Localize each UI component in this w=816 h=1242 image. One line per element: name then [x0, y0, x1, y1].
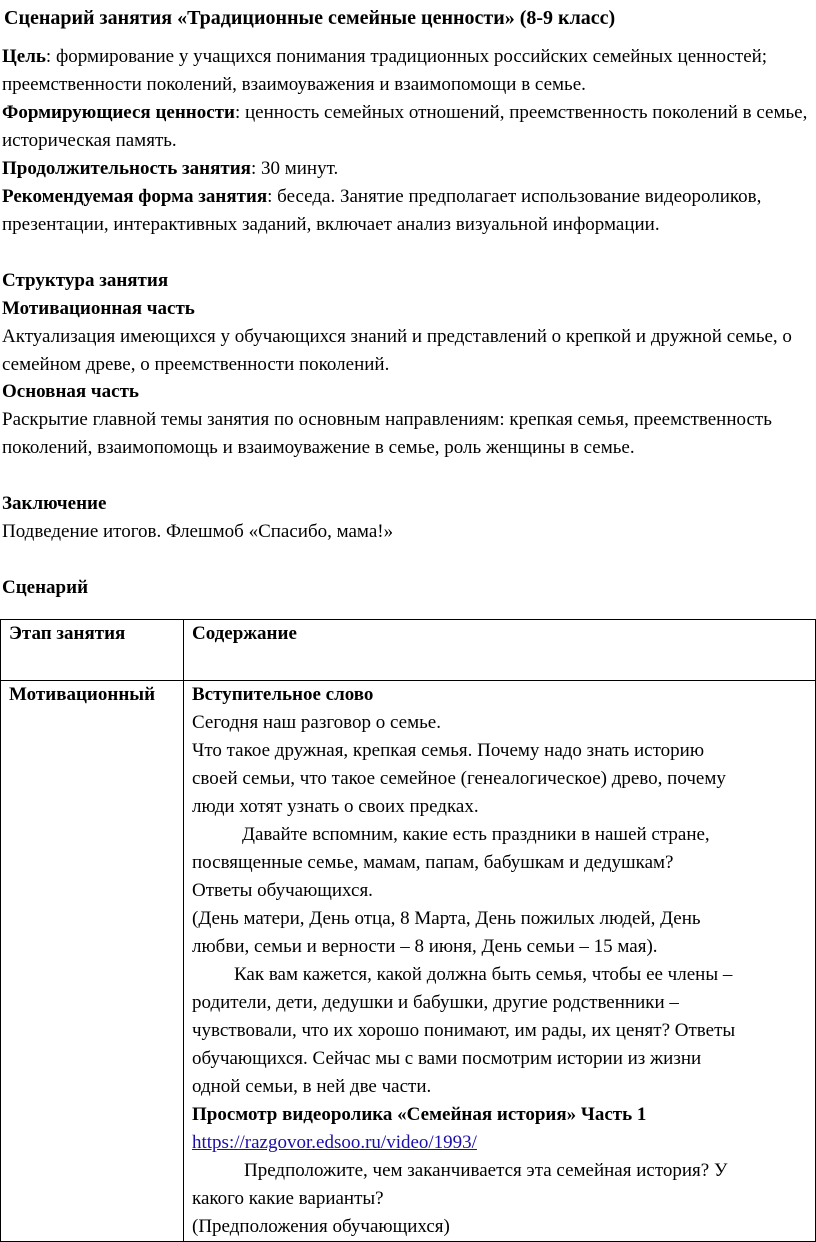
goal-label: Цель [2, 46, 46, 67]
stage-cell: Мотивационный [1, 681, 184, 1242]
form-label: Рекомендуемая форма занятия [2, 186, 268, 207]
content-line: Как вам кажется, какой должна быть семья, чтобы ее члены – [234, 964, 733, 985]
content-line: Ответы обучающихся. [192, 880, 373, 901]
content-line: чувствовали, что их хорошо понимают, им рады, их ценят? Ответы [192, 1020, 736, 1041]
header-stage: Этап занятия [1, 620, 184, 681]
content-line: люди хотят узнать о своих предках. [192, 796, 479, 817]
content-line: какого какие варианты? [192, 1188, 384, 1209]
values-text: : ценность семейных отношений, преемственность поколений в семье, историческая память. [2, 102, 808, 151]
document-title: Сценарий занятия «Традиционные семейные ценности» (8-9 класс) [4, 7, 616, 29]
content-line: любви, семьи и верности – 8 июня, День семьи – 15 мая). [192, 936, 658, 957]
content-line: посвященные семье, мамам, папам, бабушкам и дедушкам? [192, 852, 674, 873]
scenario-heading: Сценарий [2, 577, 89, 598]
content-line: Сегодня наш разговор о семье. [192, 712, 441, 733]
scenario-table [0, 619, 816, 1242]
content-line: Что такое дружная, крепкая семья. Почему надо знать историю [192, 740, 705, 761]
content-line: обучающихся. Сейчас мы с вами посмотрим истории из жизни [192, 1048, 702, 1069]
goal-text: : формирование у учащихся понимания традиционных российских семейных ценностей; преемственности поколений, взаимоуважения и взаимопомощи в семье. [2, 46, 768, 95]
content-line: Давайте вспомним, какие есть праздники в нашей стране, [242, 824, 710, 845]
motivation-text: Актуализация имеющихся у обучающихся знаний и представлений о крепкой и дружной семье, о семейном древе, о преемственности поколений. [2, 326, 792, 375]
values-paragraph [2, 99, 814, 155]
goal-paragraph [2, 43, 814, 99]
motivation-heading: Мотивационная часть [2, 298, 195, 319]
main-heading: Основная часть [2, 381, 139, 402]
header-content: Содержание [184, 620, 816, 681]
content-cell [184, 681, 816, 1242]
form-paragraph [2, 183, 814, 239]
content-line: своей семьи, что такое семейное (генеалогическое) древо, почему [192, 768, 726, 789]
duration-paragraph [2, 155, 814, 183]
video-heading: Просмотр видеоролика «Семейная история» Часть 1 [192, 1104, 647, 1125]
main-text: Раскрытие главной темы занятия по основным направлениям: крепкая семья, преемственность поколений, взаимопомощь и взаимоуважение в семье, роль женщины в семье. [2, 409, 772, 458]
content-line: Предположите, чем заканчивается эта семейная история? У [244, 1160, 728, 1181]
content-line: (День матери, День отца, 8 Марта, День пожилых людей, День [192, 908, 701, 929]
content-line: родители, дети, дедушки и бабушки, другие родственники – [192, 992, 679, 1013]
content-line: одной семьи, в ней две части. [192, 1076, 432, 1097]
duration-label: Продолжительность занятия [2, 158, 251, 179]
content-line-intro-heading: Вступительное слово [192, 684, 374, 705]
values-label: Формирующиеся ценности [2, 102, 235, 123]
table-header-row [1, 620, 816, 681]
duration-text: : 30 минут. [250, 158, 339, 179]
conclusion-text: Подведение итогов. Флешмоб «Спасибо, мама!» [2, 521, 394, 542]
video-link[interactable]: https://razgovor.edsoo.ru/video/1993/ [192, 1132, 477, 1153]
structure-heading: Структура занятия [2, 270, 169, 291]
table-row [1, 681, 816, 1242]
conclusion-heading: Заключение [2, 493, 107, 514]
form-text: : беседа. Занятие предполагает использование видеороликов, презентации, интерактивных заданий, включает анализ визуальной информации. [2, 186, 762, 235]
content-line: (Предположения обучающихся) [192, 1216, 450, 1237]
